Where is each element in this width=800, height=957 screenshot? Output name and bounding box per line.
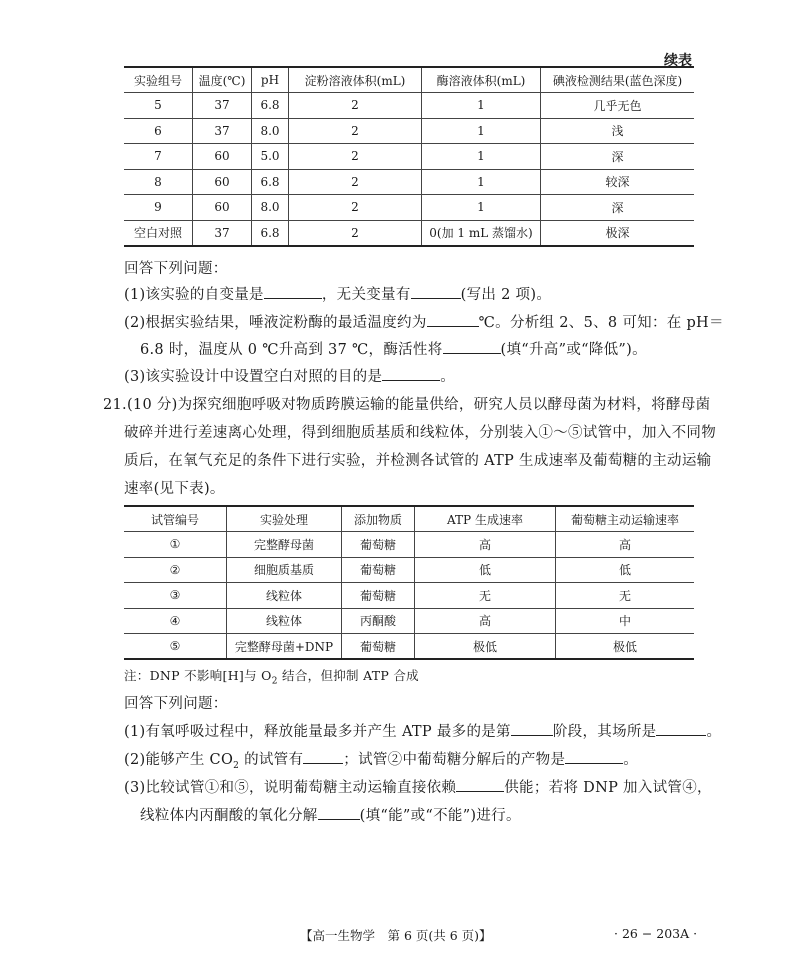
q21-prompt: 回答下列问题： — [124, 696, 228, 712]
column-header: 葡萄糖主动运输速率 — [556, 506, 695, 532]
table-cell: 8 — [124, 169, 193, 195]
table-cell: 极低 — [415, 634, 556, 660]
table-cell: 1 — [422, 93, 541, 119]
table-cell: 2 — [289, 220, 422, 246]
answer-blank — [264, 284, 322, 299]
q21-intro-line2: 破碎并进行差速离心处理，得到细胞质基质和线粒体，分别装入①～⑤试管中，加入不同物 — [124, 425, 716, 441]
table-cell: 5 — [124, 93, 193, 119]
table-row — [124, 608, 694, 634]
table-row — [124, 634, 694, 660]
table-cell: 丙酮酸 — [342, 608, 415, 634]
table-cell: 1 — [422, 118, 541, 144]
table-cell: 37 — [193, 93, 252, 119]
table-row — [124, 195, 694, 221]
table-row — [124, 532, 694, 558]
table-cell: 37 — [193, 220, 252, 246]
table-cell: 高 — [556, 532, 695, 558]
table-cell: 60 — [193, 195, 252, 221]
column-header: 试管编号 — [124, 506, 227, 532]
q21-part3-cont: 线粒体内丙酮酸的氧化分解 (填“能”或“不能”)进行。 — [140, 804, 521, 825]
table-cell: 完整酵母菌 — [227, 532, 342, 558]
table-header-row — [124, 67, 694, 93]
column-header: 温度(℃) — [193, 67, 252, 93]
table-cell: 几乎无色 — [541, 93, 695, 119]
table-cell: 线粒体 — [227, 608, 342, 634]
column-header: 实验处理 — [227, 506, 342, 532]
table-row — [124, 583, 694, 609]
table-cell: ① — [124, 532, 227, 558]
answer-blank — [565, 749, 623, 764]
table-cell: 空白对照 — [124, 220, 193, 246]
table-note: 注：DNP 不影响[H]与 $O_2$ 结合，但抑制 ATP 合成 — [124, 668, 419, 687]
table-cell: 高 — [415, 608, 556, 634]
table-cell: 极低 — [556, 634, 695, 660]
column-header: pH — [252, 67, 289, 93]
continued-label: 续表 — [664, 53, 692, 69]
answer-blank — [411, 284, 461, 299]
table-cell: 6.8 — [252, 220, 289, 246]
table-cell: 7 — [124, 144, 193, 170]
table-cell: 1 — [422, 169, 541, 195]
table-cell: 37 — [193, 118, 252, 144]
table-cell: 8.0 — [252, 118, 289, 144]
column-header: 实验组号 — [124, 67, 193, 93]
q21-part3: (3)比较试管①和⑤，说明葡萄糖主动运输直接依赖 供能；若将 DNP 加入试管④， — [124, 776, 712, 797]
table-row — [124, 557, 694, 583]
q20-part2: (2)根据实验结果，唾液淀粉酶的最适温度约为 ℃。分析组 2、5、8 可知：在 pH＝ — [124, 311, 724, 332]
column-header: 碘液检测结果(蓝色深度) — [541, 67, 695, 93]
table-cell: 1 — [422, 195, 541, 221]
table-row — [124, 118, 694, 144]
table-cell: 6.8 — [252, 169, 289, 195]
table-cell: 低 — [556, 557, 695, 583]
table-cell: 深 — [541, 195, 695, 221]
q21-intro-line4: 速率(见下表)。 — [124, 481, 225, 497]
footer-code: · 26 − 203A · — [614, 926, 698, 941]
column-header: 淀粉溶液体积(mL) — [289, 67, 422, 93]
table-cell: 葡萄糖 — [342, 634, 415, 660]
column-header: ATP 生成速率 — [415, 506, 556, 532]
table-header-row — [124, 506, 694, 532]
table-cell: 8.0 — [252, 195, 289, 221]
table-row — [124, 144, 694, 170]
answer-blank — [427, 312, 479, 327]
q21-part1: (1)有氧呼吸过程中，释放能量最多并产生 ATP 最多的是第 阶段，其场所是 。 — [124, 720, 721, 741]
table-cell: 6.8 — [252, 93, 289, 119]
column-header: 酶溶液体积(mL) — [422, 67, 541, 93]
table-row — [124, 220, 694, 246]
table-cell: 2 — [289, 169, 422, 195]
table-cell: 6 — [124, 118, 193, 144]
atp-table — [124, 505, 694, 660]
table-cell: 细胞质基质 — [227, 557, 342, 583]
table-cell: 2 — [289, 93, 422, 119]
table-cell: 9 — [124, 195, 193, 221]
answer-blank — [382, 366, 440, 381]
table-cell: 2 — [289, 144, 422, 170]
table-cell: 60 — [193, 144, 252, 170]
table-cell: 无 — [556, 583, 695, 609]
answer-blank — [511, 721, 553, 736]
table-cell: 葡萄糖 — [342, 557, 415, 583]
table-cell: ② — [124, 557, 227, 583]
answer-blank — [656, 721, 706, 736]
q21-intro-line1: 21.(10 分)为探究细胞呼吸对物质跨膜运输的能量供给，研究人员以酵母菌为材料，将酵母菌 — [103, 397, 711, 413]
table-cell: 极深 — [541, 220, 695, 246]
table-cell: 深 — [541, 144, 695, 170]
answer-blank — [303, 749, 343, 764]
table-cell: ③ — [124, 583, 227, 609]
table-cell: 2 — [289, 195, 422, 221]
table-row — [124, 93, 694, 119]
table-cell: ④ — [124, 608, 227, 634]
q20-part1: (1)该实验的自变量是 ，无关变量有 (写出 2 项)。 — [124, 283, 551, 304]
q20-part3: (3)该实验设计中设置空白对照的目的是 。 — [124, 365, 455, 386]
experiment-table — [124, 66, 694, 247]
table-cell: ⑤ — [124, 634, 227, 660]
table-cell: 无 — [415, 583, 556, 609]
q21-intro-line3: 质后，在氧气充足的条件下进行实验，并检测各试管的 ATP 生成速率及葡萄糖的主动运输 — [124, 453, 712, 469]
table-cell: 60 — [193, 169, 252, 195]
table-row — [124, 169, 694, 195]
table-cell: 完整酵母菌+DNP — [227, 634, 342, 660]
table-cell: 2 — [289, 118, 422, 144]
answer-blank — [318, 805, 360, 820]
q20-prompt: 回答下列问题： — [124, 261, 228, 277]
table-cell: 中 — [556, 608, 695, 634]
table-cell: 5.0 — [252, 144, 289, 170]
table-cell: 1 — [422, 144, 541, 170]
table-cell: 浅 — [541, 118, 695, 144]
q21-part2: (2)能够产生 $CO_2$ 的试管有 ；试管②中葡萄糖分解后的产物是 。 — [124, 748, 638, 771]
table-cell: 葡萄糖 — [342, 532, 415, 558]
table-cell: 高 — [415, 532, 556, 558]
table-cell: 低 — [415, 557, 556, 583]
table-cell: 线粒体 — [227, 583, 342, 609]
table-cell: 葡萄糖 — [342, 583, 415, 609]
table-cell: 较深 — [541, 169, 695, 195]
answer-blank — [456, 777, 504, 792]
footer-page-info: 【高一生物学 第 6 页(共 6 页)】 — [300, 928, 492, 943]
answer-blank — [443, 339, 501, 354]
table-cell: 0(加 1 mL 蒸馏水) — [422, 220, 541, 246]
q20-part2-cont: 6.8 时，温度从 0 ℃升高到 37 ℃，酶活性将 (填“升高”或“降低”)。 — [140, 338, 647, 359]
column-header: 添加物质 — [342, 506, 415, 532]
